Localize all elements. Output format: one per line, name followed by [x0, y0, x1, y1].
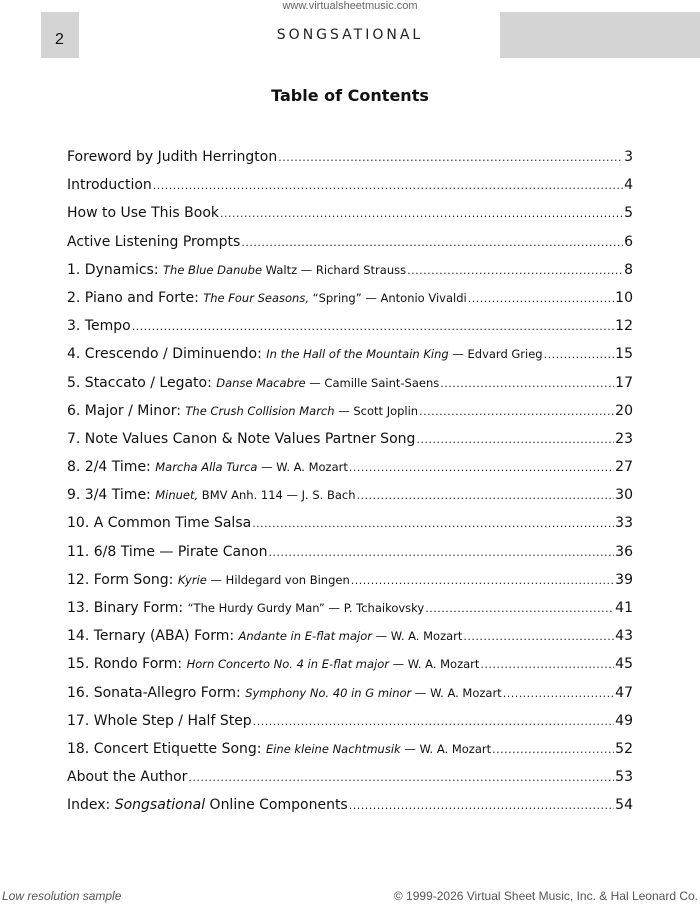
- toc-entry-title-part: Danse Macabre: [216, 375, 306, 390]
- toc-entry-title: [67, 685, 502, 701]
- toc-entry-title-part: Online Components: [205, 797, 348, 814]
- toc-entry-title-part: The Blue Danube: [163, 262, 263, 277]
- toc-entry-page: 15: [615, 346, 633, 363]
- toc-entry-title-part: “The Hurdy Gurdy Man” — P. Tchaikovsky: [187, 601, 425, 615]
- toc-entry-title: [67, 431, 415, 447]
- toc-entry: [67, 375, 633, 403]
- toc-entry-title: [67, 544, 267, 560]
- toc-entry-title-part: 17. Whole Step / Half Step: [67, 712, 252, 729]
- toc-entry-title-part: 3. Tempo: [67, 318, 131, 335]
- toc-entry-title: [67, 628, 462, 644]
- book-title-header: SONGSATIONAL: [276, 27, 424, 43]
- dot-leader: [463, 630, 614, 643]
- toc-entry-title-part: 7. Note Values Canon & Note Values Partner Song: [67, 430, 416, 447]
- toc-entry-title-part: 8. 2/4 Time:: [67, 459, 156, 476]
- dot-leader: [268, 546, 614, 559]
- toc-entry-page: 53: [615, 769, 633, 786]
- dot-leader: [241, 236, 623, 249]
- dot-leader: [351, 574, 614, 587]
- toc-entry-title: [67, 769, 187, 785]
- toc-entry-title: [67, 487, 356, 503]
- toc-entry: [67, 403, 633, 431]
- toc-entry-title-part: Minuet,: [155, 488, 199, 503]
- dot-leader: [132, 320, 614, 333]
- toc-entry-title-part: 1. Dynamics:: [67, 261, 164, 278]
- table-of-contents: [67, 149, 633, 826]
- dot-leader: [153, 179, 623, 192]
- toc-entry-page: 30: [615, 487, 633, 504]
- watermark-url: www.virtualsheetmusic.com: [282, 0, 418, 12]
- toc-entry-title-part: 18. Concert Etiquette Song:: [67, 740, 266, 757]
- toc-entry-title-part: 5. Staccato / Legato:: [67, 374, 217, 391]
- toc-entry-title-part: — W. A. Mozart: [411, 685, 502, 700]
- toc-entry-title-part: Marcha Alla Turca: [155, 460, 258, 475]
- toc-entry-title-part: Introduction: [67, 177, 152, 194]
- toc-entry-title-part: Eine kleine Nachtmusik: [265, 741, 401, 756]
- toc-entry: [67, 234, 633, 262]
- toc-entry: [67, 515, 633, 543]
- toc-entry-title-part: Waltz — Richard Strauss: [262, 262, 407, 277]
- toc-entry-page: 41: [615, 600, 633, 616]
- dot-leader: [480, 658, 614, 671]
- toc-heading: Table of Contents: [271, 86, 429, 105]
- toc-entry-title-part: 12. Form Song:: [67, 571, 178, 588]
- dot-leader: [419, 405, 614, 418]
- toc-entry-page: 52: [615, 740, 633, 757]
- toc-entry-title-part: Foreword by Judith Herrington: [67, 149, 278, 165]
- toc-entry-title: [67, 346, 543, 362]
- dot-leader: [188, 771, 614, 784]
- toc-entry-page: 5: [624, 205, 633, 222]
- toc-entry-title: [67, 600, 424, 616]
- toc-entry-title: [67, 403, 418, 419]
- toc-entry-page: 3: [624, 149, 633, 165]
- toc-entry-title-part: Songsational: [114, 797, 206, 814]
- toc-entry-title-part: 9. 3/4 Time:: [67, 487, 156, 504]
- toc-entry: [67, 318, 633, 346]
- toc-entry-title: [67, 572, 350, 588]
- toc-entry-title-part: About the Author: [67, 769, 188, 786]
- dot-leader: [349, 461, 614, 474]
- toc-entry-title-part: 16. Sonata-Allegro Form:: [67, 684, 246, 701]
- dot-leader: [252, 517, 614, 530]
- dot-leader: [425, 602, 614, 615]
- toc-entry-title-part: — W. A. Mozart: [400, 741, 492, 756]
- toc-entry-title-part: — Scott Joplin: [334, 403, 419, 418]
- toc-entry-title: [67, 797, 348, 813]
- toc-entry-title: [67, 459, 348, 475]
- toc-entry-title-part: The Four Seasons,: [203, 290, 309, 305]
- dot-leader: [503, 687, 614, 700]
- toc-entry-page: 8: [624, 261, 633, 278]
- dot-leader: [278, 151, 623, 164]
- toc-entry: [67, 205, 633, 233]
- footer-copyright: © 1999-2026 Virtual Sheet Music, Inc. & Hal Leonard Co.: [393, 889, 698, 903]
- toc-entry-title-part: Index:: [67, 797, 115, 814]
- toc-entry-title-part: BMV Anh. 114 — J. S. Bach: [198, 488, 356, 503]
- dot-leader: [492, 743, 614, 756]
- dot-leader: [253, 715, 614, 728]
- toc-entry-title: [67, 149, 277, 165]
- toc-entry-page: 43: [615, 628, 633, 645]
- dot-leader: [220, 207, 623, 220]
- toc-entry-title: [67, 262, 406, 278]
- toc-entry-page: 20: [615, 402, 633, 419]
- dot-leader: [468, 292, 614, 305]
- toc-entry-title-part: 4. Crescendo / Diminuendo:: [67, 346, 267, 363]
- toc-entry: [67, 572, 633, 600]
- toc-entry-title: [67, 713, 252, 729]
- toc-entry-title: [67, 177, 152, 193]
- toc-entry-title: [67, 375, 439, 391]
- toc-entry-page: 27: [615, 459, 633, 476]
- toc-entry-title: [67, 318, 131, 334]
- toc-entry: [67, 628, 633, 656]
- toc-entry-page: 6: [624, 233, 633, 250]
- toc-entry: [67, 685, 633, 713]
- toc-entry-title-part: 11. 6/8 Time — Pirate Canon: [67, 543, 268, 560]
- toc-entry: [67, 797, 633, 825]
- toc-entry-page: 4: [624, 177, 633, 194]
- toc-entry-title-part: — W. A. Mozart: [371, 629, 463, 644]
- toc-entry: [67, 431, 633, 459]
- toc-entry: [67, 544, 633, 572]
- toc-entry-title-part: — Camille Saint-Saens: [305, 375, 440, 390]
- toc-entry: [67, 656, 633, 684]
- toc-entry-page: 49: [615, 712, 633, 729]
- toc-entry-title-part: Kyrie: [177, 572, 207, 587]
- toc-entry-title-part: Symphony No. 40 in G minor: [245, 685, 412, 700]
- toc-entry-title-part: Horn Concerto No. 4 in E-flat major: [186, 657, 389, 672]
- toc-entry-page: 54: [615, 797, 633, 814]
- toc-entry: [67, 459, 633, 487]
- toc-entry-page: 12: [615, 318, 633, 335]
- toc-entry-title-part: Active Listening Prompts: [67, 233, 241, 250]
- toc-entry-page: 45: [615, 656, 633, 673]
- toc-entry-page: 36: [615, 543, 633, 560]
- toc-entry: [67, 149, 633, 177]
- toc-entry-page: 33: [615, 515, 633, 532]
- toc-entry-page: 47: [615, 684, 633, 701]
- toc-entry: [67, 346, 633, 374]
- toc-entry-title-part: 15. Rondo Form:: [67, 656, 187, 673]
- dot-leader: [349, 799, 614, 812]
- toc-entry-page: 23: [615, 430, 633, 447]
- toc-entry-title: [67, 205, 219, 221]
- toc-entry: [67, 769, 633, 797]
- toc-entry-title: [67, 234, 240, 250]
- toc-entry-page: 39: [615, 571, 633, 588]
- toc-entry-title-part: “Spring” — Antonio Vivaldi: [309, 290, 467, 305]
- toc-entry-title-part: In the Hall of the Mountain King: [266, 347, 449, 362]
- toc-entry-title-part: — Edvard Grieg: [448, 347, 543, 362]
- toc-entry-title: [67, 290, 467, 306]
- toc-entry-title-part: How to Use This Book: [67, 205, 220, 222]
- toc-entry-title: [67, 515, 251, 531]
- dot-leader: [407, 264, 623, 277]
- toc-entry-title-part: 10. A Common Time Salsa: [67, 515, 252, 532]
- toc-entry-title: [67, 656, 479, 672]
- toc-entry-title-part: 14. Ternary (ABA) Form:: [67, 628, 239, 645]
- toc-entry: [67, 290, 633, 318]
- toc-entry-title: [67, 741, 491, 757]
- toc-entry: [67, 262, 633, 290]
- toc-entry-page: 17: [615, 374, 633, 391]
- toc-entry: [67, 713, 633, 741]
- toc-entry-title-part: — W. A. Mozart: [257, 460, 348, 475]
- toc-entry-title-part: Andante in E-flat major: [238, 629, 372, 644]
- toc-entry-title-part: 6. Major / Minor:: [67, 402, 186, 419]
- toc-entry-title-part: 13. Binary Form:: [67, 600, 188, 616]
- toc-entry: [67, 600, 633, 628]
- dot-leader: [357, 489, 615, 502]
- dot-leader: [544, 348, 615, 361]
- header-decor-bar: [500, 12, 700, 58]
- toc-entry-title-part: — Hildegard von Bingen: [206, 572, 350, 587]
- toc-entry: [67, 487, 633, 515]
- toc-entry-title-part: 2. Piano and Forte:: [67, 289, 204, 306]
- toc-entry-title-part: The Crush Collision March: [185, 403, 335, 418]
- toc-entry: [67, 741, 633, 769]
- page-number: 2: [55, 31, 64, 48]
- toc-entry: [67, 177, 633, 205]
- toc-entry-title-part: — W. A. Mozart: [388, 657, 480, 672]
- dot-leader: [416, 433, 614, 446]
- footer-sample-note: Low resolution sample: [2, 889, 122, 903]
- dot-leader: [440, 377, 614, 390]
- toc-entry-page: 10: [615, 289, 633, 306]
